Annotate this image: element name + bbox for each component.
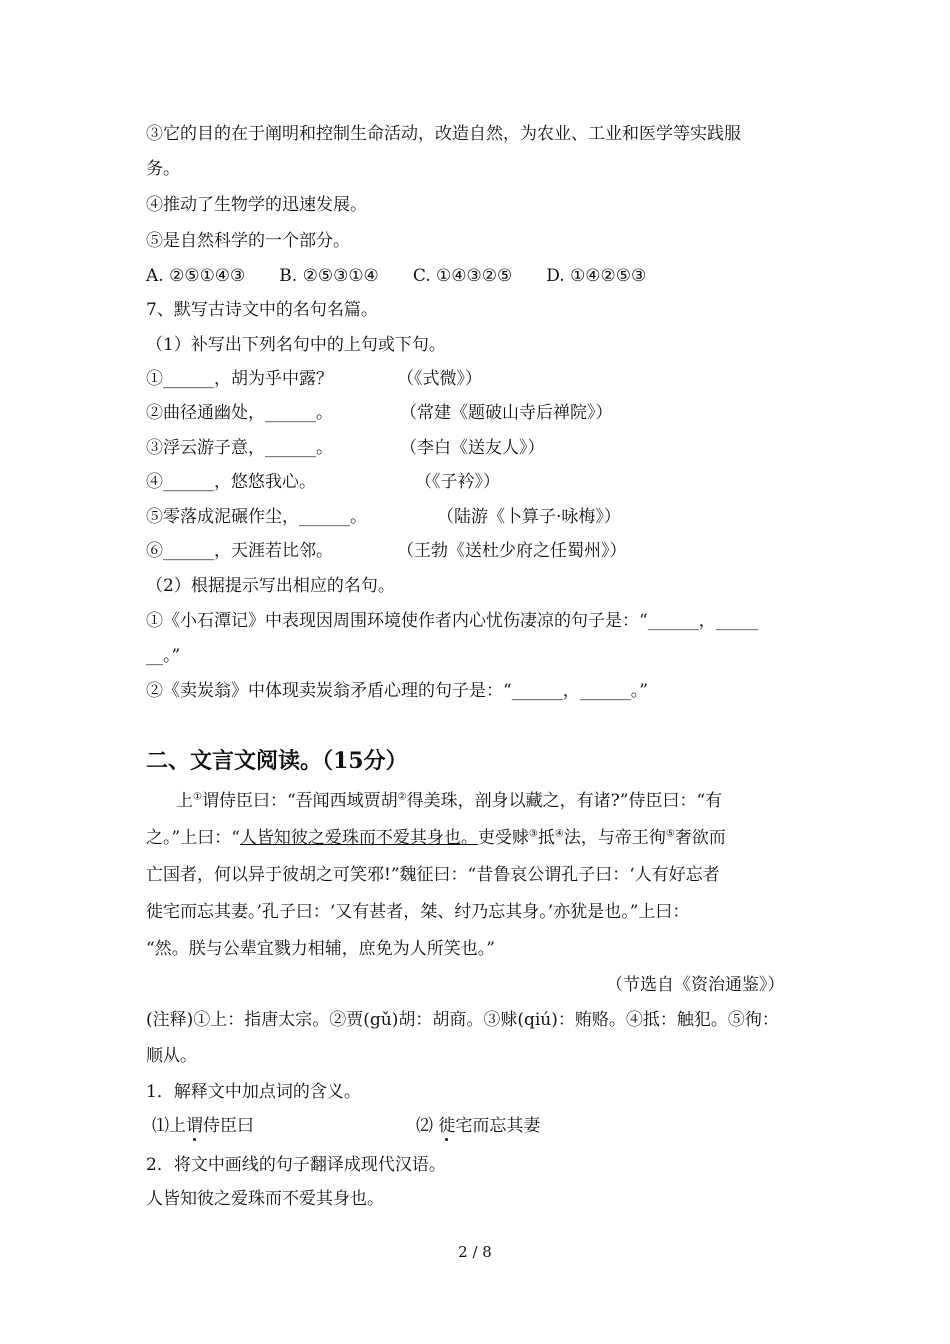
option-4-text: ④推动了生物学的迅速发展。 (146, 195, 367, 215)
answer-option-c: C. ①④③②⑤ (412, 266, 513, 286)
poem-line-3: ③浮云游子意，______。 (146, 438, 333, 458)
prompt-2: ②《卖炭翁》中体现卖炭翁矛盾心理的句子是：“______，______。” (146, 681, 648, 701)
prompt-1-cont: __。” (146, 646, 181, 666)
answer-option-b: B. ②⑤③①④ (279, 266, 379, 286)
option-3-text: ③它的目的在于阐明和控制生命活动，改造自然，为农业、工业和医学等实践服 (146, 124, 741, 144)
question-7-part-2: （2）根据提示写出相应的名句。 (146, 576, 395, 596)
question-2: 2．将文中画线的句子翻译成现代汉语。 (146, 1155, 446, 1175)
poem-source-5: （陆游《卜算子·咏梅》） (437, 507, 621, 527)
question-2-sentence: 人皆知彼之爱珠而不爱其身也。 (146, 1189, 384, 1209)
poem-source-3: （李白《送友人》） (400, 438, 545, 458)
poem-source-6: （王勃《送杜少府之任蜀州》） (397, 541, 627, 561)
poem-source-4: （《子衿》） (415, 472, 500, 492)
question-1: 1．解释文中加点词的含义。 (146, 1082, 361, 1102)
passage-line-3: 亡国者，何以异于彼胡之可笑邪!”魏征曰：“昔鲁哀公谓孔子曰：‘人有好忘者 (146, 865, 720, 885)
dotted-char: 徙 (438, 1116, 456, 1136)
passage-line-5: “然。朕与公辈宜戮力相辅，庶免为人所笑也。” (146, 939, 495, 959)
answer-options (146, 264, 680, 288)
page-number: 2 / 8 (458, 1243, 492, 1261)
passage-line-2: 之。”上曰：“人皆知彼之爱珠而不爱其身也。吏受赇③抵④法，与帝王徇⑤奢欲而 (146, 828, 726, 848)
poem-source-2: （常建《题破山寺后禅院》） (400, 403, 613, 423)
poem-line-2: ②曲径通幽处，______。 (146, 403, 333, 423)
passage-line-4: 徙宅而忘其妻。’孔子曰：‘又有甚者，桀、纣乃忘其身。’亦犹是也。”上曰： (146, 902, 690, 922)
dotted-char: 谓 (186, 1116, 203, 1136)
question-7-part-1: （1）补写出下列名句中的上句或下句。 (146, 335, 446, 355)
prompt-1: ①《小石潭记》中表现因周围环境使作者内心忧伤凄凉的句子是：“______，_____ (146, 611, 759, 631)
poem-line-6: ⑥______，天涯若比邻。 (146, 541, 333, 561)
annotation-line-2: 顺从。 (146, 1046, 197, 1066)
poem-line-4: ④______，悠悠我心。 (146, 472, 316, 492)
poem-line-1: ①______，胡为乎中露？ (146, 369, 333, 389)
poem-source-1: （《式微》） (397, 369, 482, 389)
question-7: 7、默写古诗文中的名句名篇。 (146, 300, 378, 320)
answer-option-d: D. ①④②⑤③ (546, 266, 647, 286)
option-3-text-cont: 务。 (146, 159, 180, 179)
question-1-b: ⑵ 徙宅而忘其妻 (416, 1116, 541, 1136)
section-2-title: 二、文言文阅读。（15分） (146, 748, 408, 774)
underlined-sentence: 人皆知彼之爱珠而不爱其身也。 (239, 828, 478, 848)
annotation-line-1: (注释)①上：指唐太宗。②贾(gǔ)胡：胡商。③赇(qiú)：贿赂。④抵：触犯。⑤徇： (146, 1010, 779, 1030)
passage-source: （节选自《资治通鉴》） (606, 975, 785, 995)
answer-option-a: A. ②⑤①④③ (146, 266, 246, 286)
poem-line-5: ⑤零落成泥碾作尘，______。 (146, 507, 367, 527)
passage-line-1: 上①谓侍臣曰：“吾闻西域贾胡②得美珠，剖身以藏之，有诸?”侍臣曰：“有 (176, 791, 723, 811)
option-5-text: ⑤是自然科学的一个部分。 (146, 231, 350, 251)
question-1-a: ⑴上谓侍臣曰 (152, 1116, 254, 1136)
